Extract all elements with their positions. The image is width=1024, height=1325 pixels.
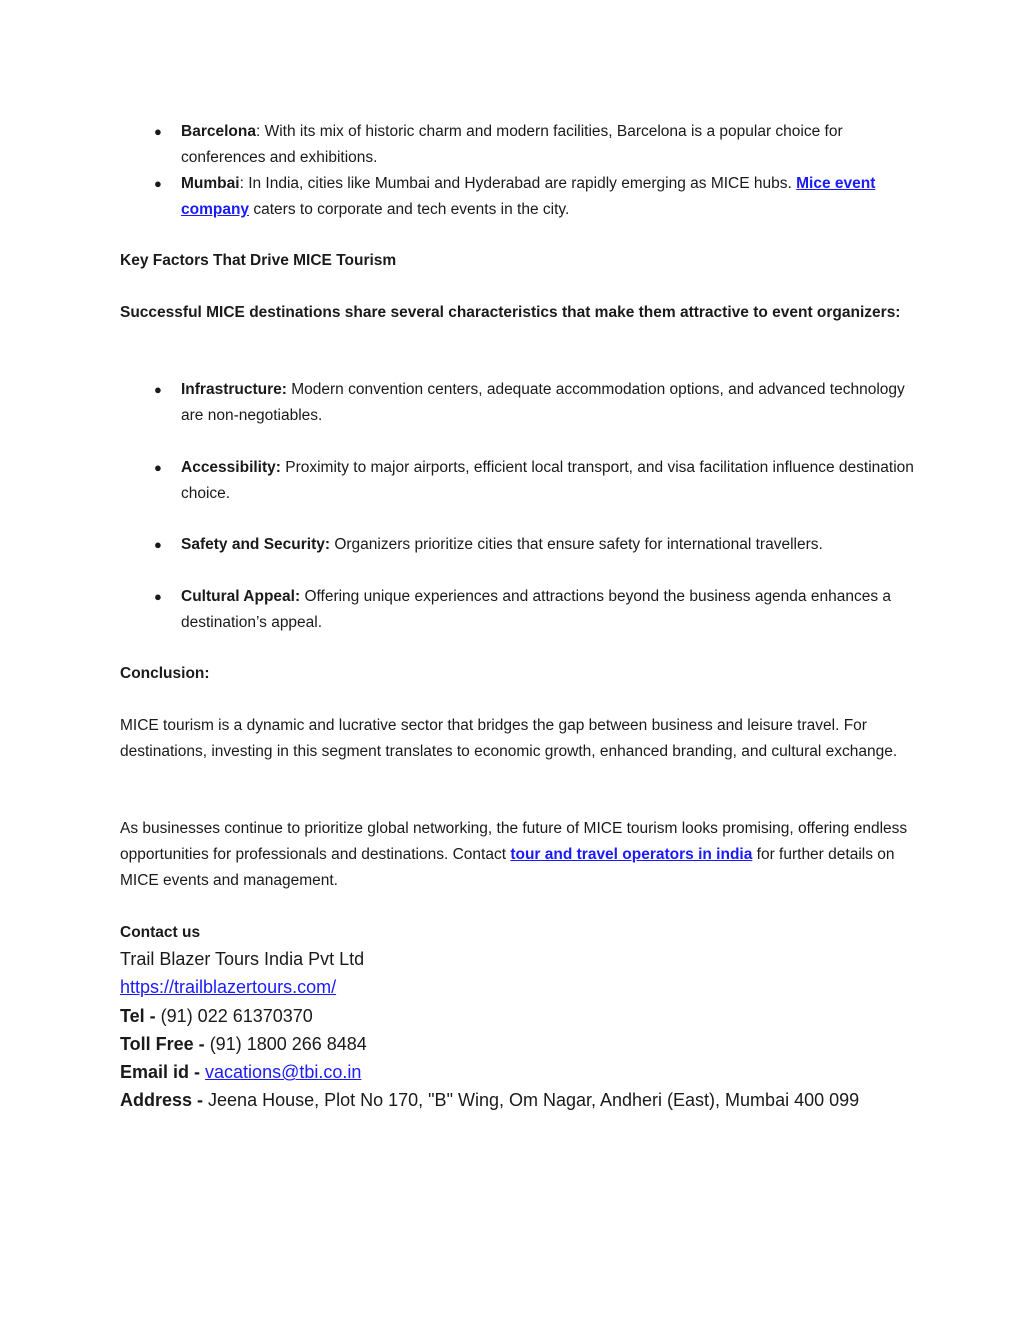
- tel-label: Tel -: [120, 1005, 161, 1026]
- bullet-text: In India, cities like Mumbai and Hyderabad are rapidly emerging as MICE hubs.: [248, 175, 797, 192]
- list-item-safety: [120, 532, 920, 558]
- address-value: Jeena House, Plot No 170, "B" Wing, Om Nagar, Andheri (East), Mumbai 400 099: [208, 1090, 860, 1111]
- bullet-icon: ●: [154, 176, 162, 191]
- bullet-term: Mumbai: [181, 175, 240, 192]
- tel-value: (91) 022 61370370: [160, 1005, 313, 1026]
- separator: :: [239, 175, 249, 192]
- bullet-icon: ●: [154, 460, 162, 475]
- section-heading: Key Factors That Drive MICE Tourism: [120, 252, 397, 269]
- separator: :: [255, 123, 265, 140]
- bullet-icon: ●: [154, 124, 162, 139]
- bullet-term: Accessibility:: [181, 459, 281, 476]
- bullet-term: Cultural Appeal:: [181, 588, 301, 605]
- list-item-mumbai: [120, 171, 920, 223]
- conclusion-paragraph-1: MICE tourism is a dynamic and lucrative sector that bridges the gap between business and leisure travel. For destinations, investing in this segment translates to economic growth, enhanced branding, and cultural exchange.: [120, 717, 898, 760]
- list-item-infrastructure: [120, 377, 920, 429]
- conclusion-paragraph-2: [120, 816, 920, 894]
- bullet-text: Organizers prioritize cities that ensure safety for international travellers.: [330, 536, 823, 553]
- conclusion-heading: Conclusion:: [120, 665, 210, 682]
- bullet-text: With its mix of historic charm and modern facilities, Barcelona is a popular choice for conferences and exhibitions.: [181, 123, 843, 166]
- address-line: [120, 1086, 920, 1114]
- email-label: Email id -: [120, 1062, 206, 1083]
- tollfree-label: Toll Free -: [120, 1033, 210, 1054]
- bullet-text: Modern convention centers, adequate accommodation options, and advanced technology are non-negotiables.: [181, 381, 905, 424]
- email-link[interactable]: vacations@tbi.co.in: [205, 1062, 362, 1083]
- list-item-accessibility: [120, 455, 920, 507]
- bullet-term: Safety and Security:: [181, 536, 331, 553]
- bullet-icon: ●: [154, 589, 162, 604]
- contact-block: [120, 945, 920, 1115]
- bullet-term: Barcelona: [181, 123, 256, 140]
- bullet-icon: ●: [154, 537, 162, 552]
- bullet-term: Infrastructure:: [181, 381, 287, 398]
- company-name: Trail Blazer Tours India Pvt Ltd: [120, 949, 365, 969]
- bullet-text: Proximity to major airports, efficient local transport, and visa facilitation influence destination choice.: [181, 459, 914, 502]
- tollfree-line: [120, 1030, 920, 1058]
- tour-operators-link[interactable]: tour and travel operators in india: [510, 846, 753, 863]
- tollfree-value: (91) 1800 266 8484: [209, 1033, 367, 1054]
- website-link[interactable]: https://trailblazertours.com/: [120, 977, 337, 998]
- bullet-text: Offering unique experiences and attractions beyond the business agenda enhances a destination’s appeal.: [181, 588, 891, 631]
- tel-line: [120, 1002, 920, 1030]
- contact-heading: Contact us: [120, 924, 201, 941]
- paragraph-text: As businesses continue to prioritize global networking, the future of MICE tourism looks promising, offering endless opportunities for professionals and destinations. Contact: [120, 820, 908, 863]
- list-item-cultural-appeal: [120, 584, 920, 636]
- mice-event-company-link[interactable]: Mice event company: [181, 175, 876, 218]
- address-label: Address -: [120, 1090, 209, 1111]
- bullet-icon: ●: [154, 382, 162, 397]
- paragraph-text-after: for further details on MICE events and management.: [120, 846, 895, 889]
- intro-paragraph: Successful MICE destinations share several characteristics that make them attractive to event organizers:: [120, 304, 901, 321]
- email-line: [120, 1058, 920, 1086]
- bullet-text-after: caters to corporate and tech events in the city.: [249, 201, 570, 218]
- list-item-barcelona: [120, 119, 920, 171]
